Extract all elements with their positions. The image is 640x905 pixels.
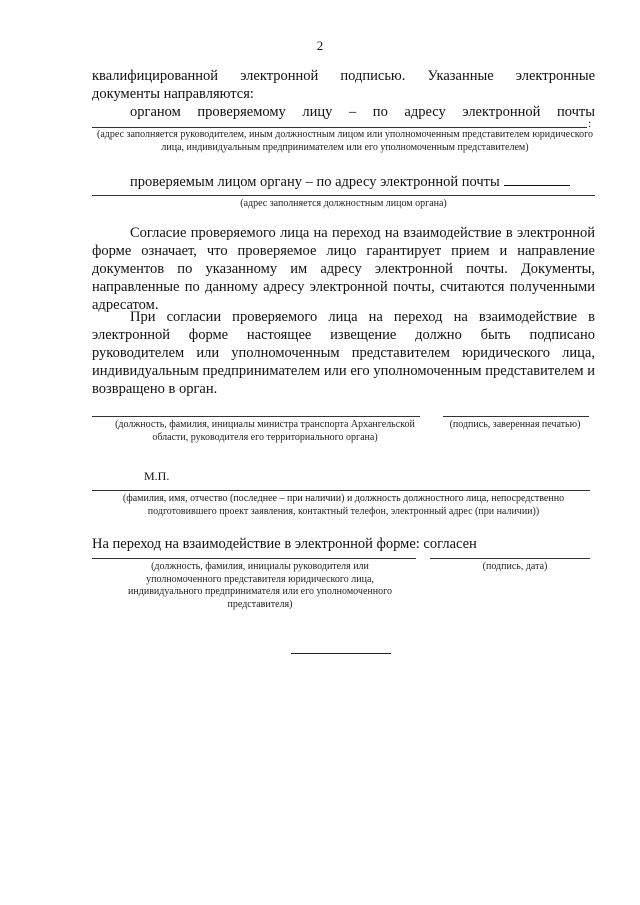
person-email-blank bbox=[504, 173, 570, 186]
person-to-organ-label: проверяемым лицом органу – по адресу электронной почты bbox=[130, 174, 500, 190]
consent-signature-line bbox=[430, 558, 590, 559]
consent-position-line bbox=[92, 558, 416, 559]
consent-meaning-paragraph: Согласие проверяемого лица на переход на взаимодействие в электронной форме означает, что проверяемое лицо гарантирует прием и направление документов по указанному им адресу электронной почты. Документы, направленные по данному адресу электронной почты, считаются полученными адресатом. bbox=[92, 225, 595, 313]
minister-signature-line bbox=[92, 416, 420, 417]
end-of-document-rule bbox=[291, 653, 391, 654]
stamp-signature-hint: (подпись, заверенная печатью) bbox=[449, 419, 581, 430]
consent-signature-hint: (подпись, дата) bbox=[482, 561, 548, 572]
person-email-line bbox=[92, 195, 595, 196]
intro-line-2: документы направляются: bbox=[92, 86, 254, 102]
page-number: 2 bbox=[316, 38, 324, 53]
person-email-hint: (адрес заполняется должностным лицом органа) bbox=[240, 198, 447, 209]
signing-requirement-paragraph: При согласии проверяемого лица на переход на взаимодействие в электронной форме настоящее извещение должно быть подписано руководителем или уполномоченным представителем юридического лица, индивидуальным предпринимателем или его уполномоченным представителем и возвращено в орган. bbox=[92, 309, 595, 397]
stamp-label: М.П. bbox=[144, 469, 170, 483]
minister-hint: (должность, фамилия, инициалы министра транспорта Архангельской области, руководителя его территориального органа) bbox=[115, 419, 415, 443]
preparer-hint: (фамилия, имя, отчество (последнее – при наличии) и должность должностного лица, непосредственно подготовившего проект заявления, контактный телефон, электронный адрес (при наличии)) bbox=[122, 493, 565, 517]
intro-line-1: квалифицированной электронной подписью. Указанные электронные bbox=[92, 68, 595, 84]
consent-label: На переход на взаимодействие в электронной форме: согласен bbox=[92, 536, 477, 552]
stamp-signature-line bbox=[443, 416, 589, 417]
organ-to-person-text: органом проверяемому лицу – по адресу электронной почты bbox=[130, 104, 595, 120]
organ-email-line bbox=[92, 127, 587, 128]
organ-email-colon: : bbox=[588, 116, 592, 130]
organ-email-hint: (адрес заполняется руководителем, иным должностным лицом или уполномоченным представителем юридического лица, индивидуальным предпринимателем или его уполномоченным представителем) bbox=[97, 129, 593, 153]
person-to-organ-text bbox=[130, 173, 600, 191]
consent-position-hint: (должность, фамилия, инициалы руководителя или уполномоченного представителя юридического лица, индивидуального предпринимателя или его уполномоченного представителя) bbox=[128, 561, 392, 610]
preparer-line bbox=[92, 490, 590, 491]
